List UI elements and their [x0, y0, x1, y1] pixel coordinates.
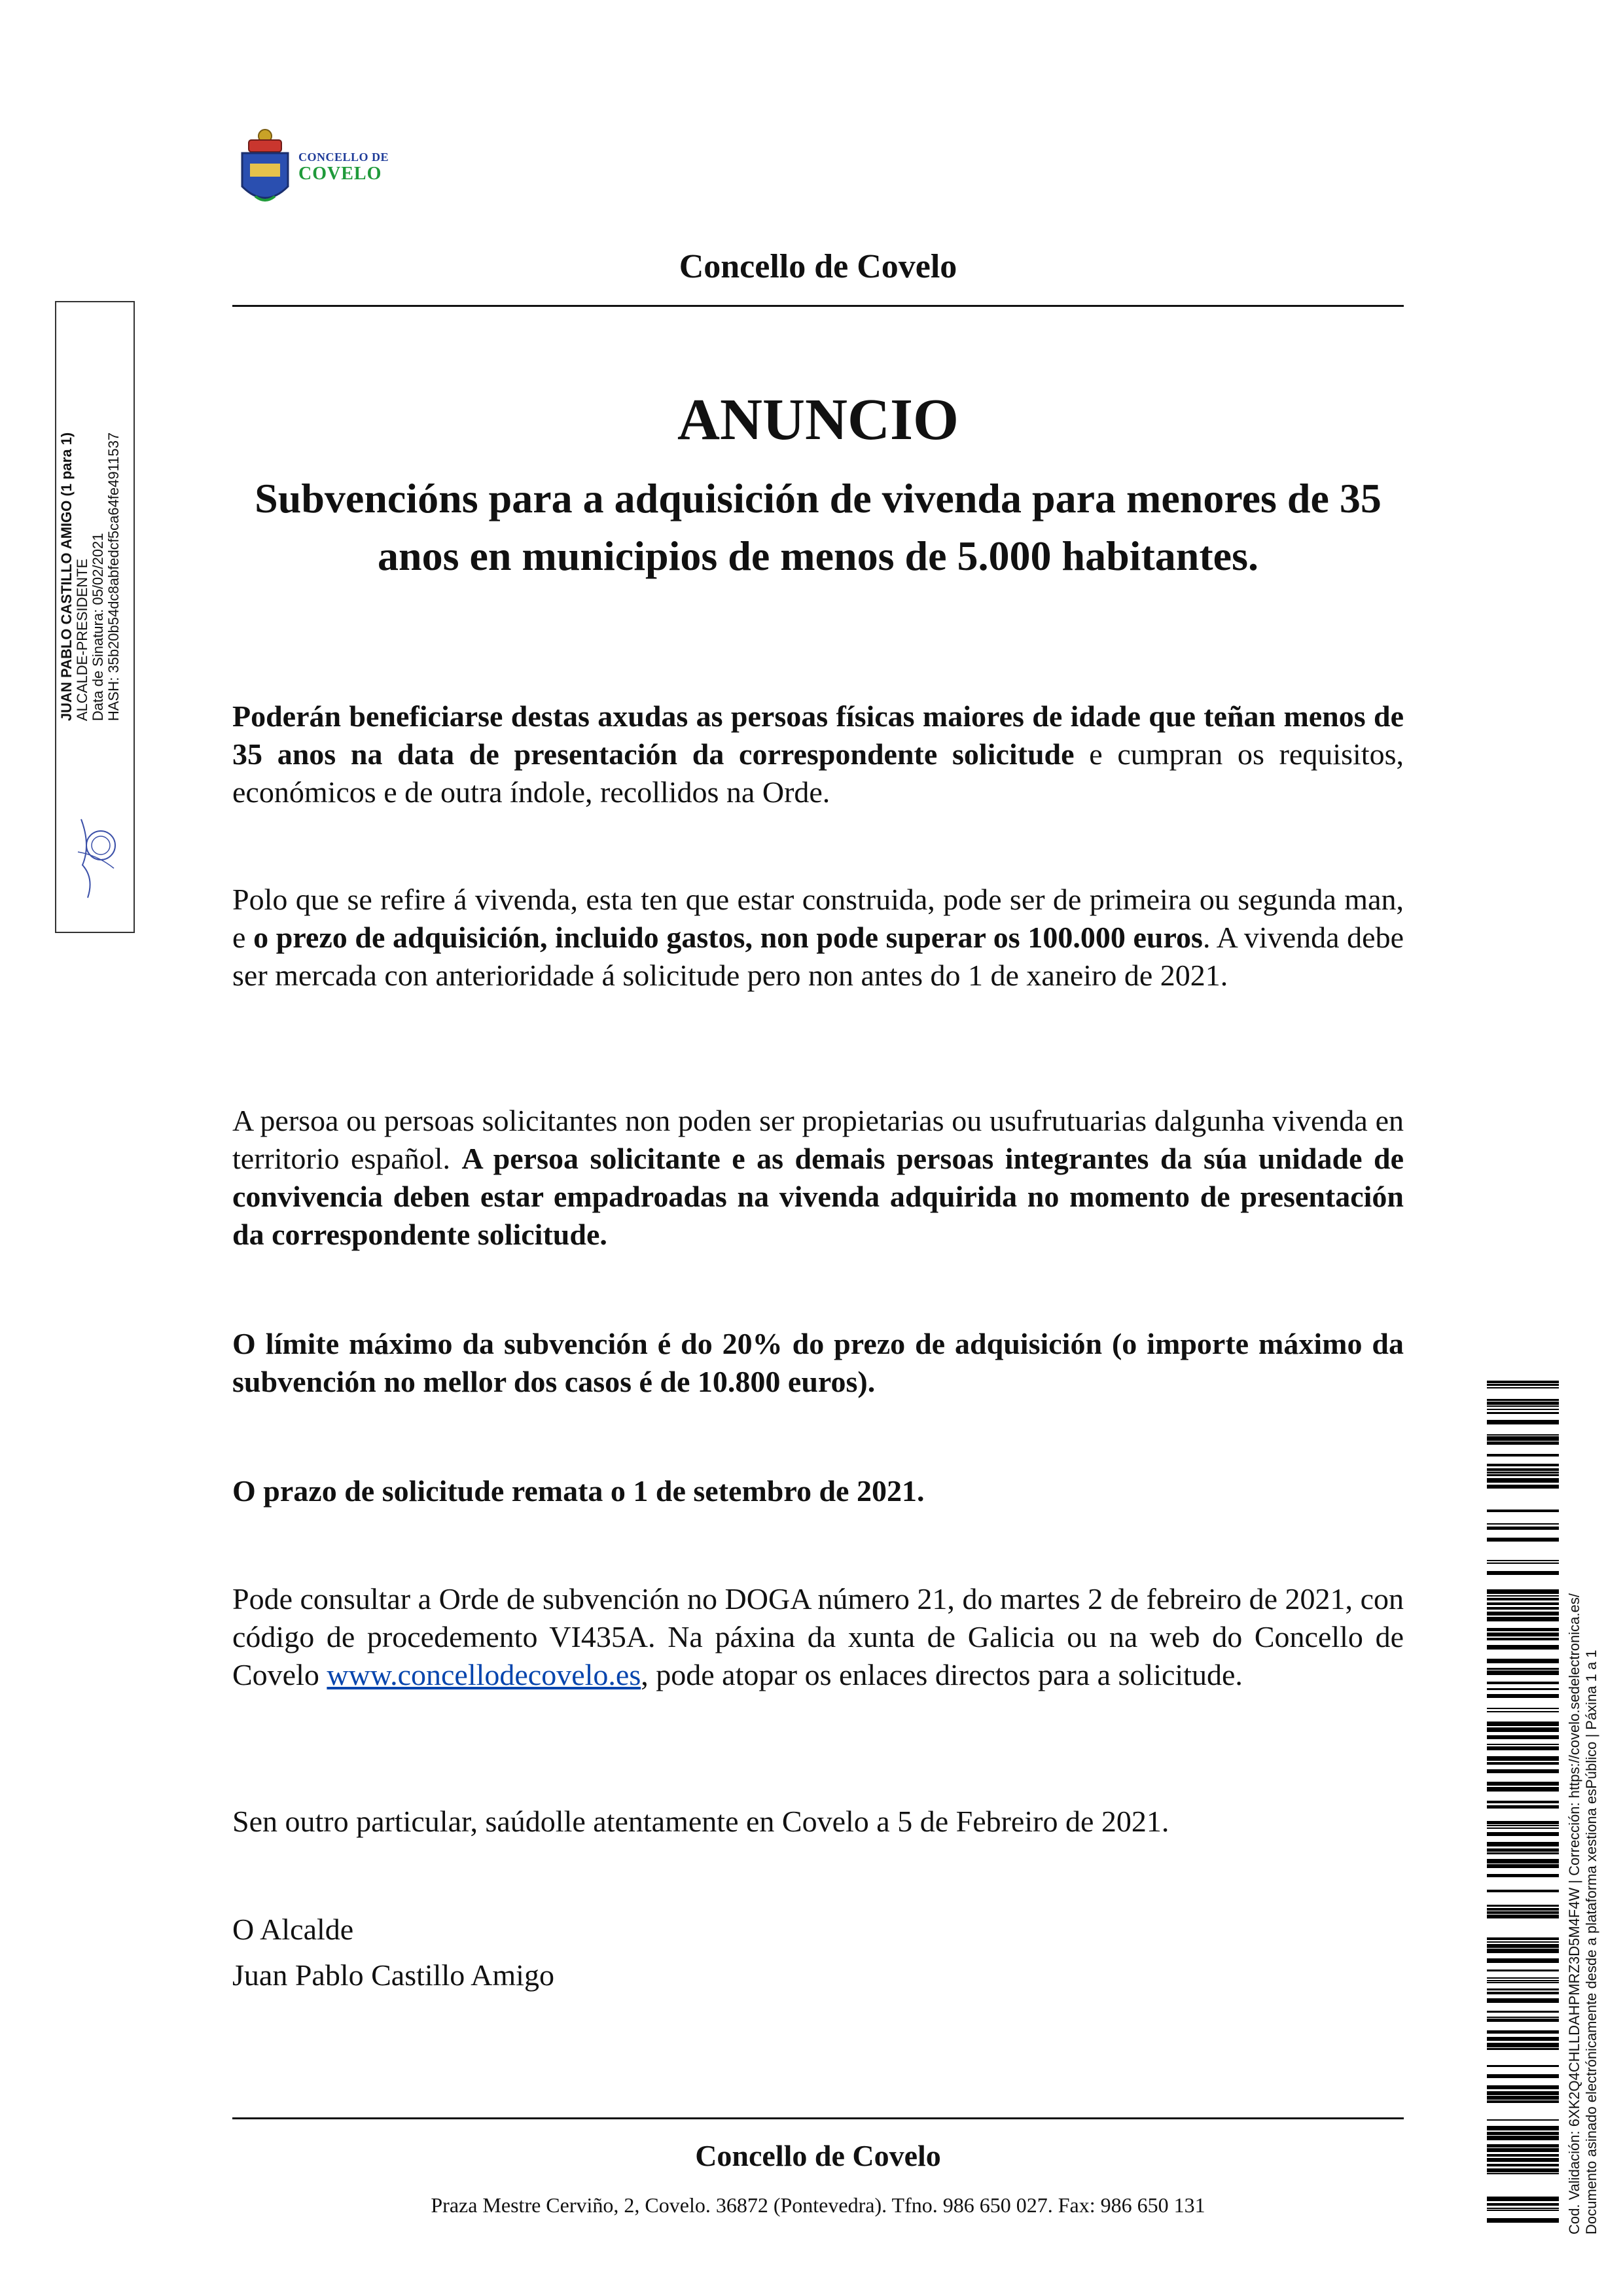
- paragraph-applicants-bold: A persoa solicitante e as demais persoas integrantes da súa unidade de convivencia deben estar empadroadas na vivenda adquirida no momento de presentación da correspondente solicitude.: [232, 1142, 1404, 1251]
- header-divider: [232, 305, 1404, 307]
- validation-platform: Documento asinado electrónicamente desde a plataforma xestiona esPúblico | Páxina 1 a 1: [1583, 1650, 1599, 2234]
- logo-text-top: CONCELLO DE: [298, 150, 389, 164]
- header-title: Concello de Covelo: [679, 248, 957, 285]
- validation-text: [1566, 1384, 1605, 2234]
- paragraph-eligibility-bold: Poderán beneficiarse destas axudas as persoas físicas maiores de idade que teñan menos de 35 anos na data de presentación da correspondente solicitude: [232, 699, 1404, 771]
- website-link[interactable]: www.concellodecovelo.es: [327, 1658, 641, 1691]
- logo: [236, 124, 389, 216]
- paragraph-eligibility-rest: e cumpran os requisitos, económicos e de outra índole, recollidos na Orde.: [232, 737, 1404, 809]
- footer-title: Concello de Covelo: [695, 2139, 941, 2172]
- signature-hash: HASH: 35b20b54dc8abfedcf5ca64fe4911537: [105, 432, 122, 721]
- paragraph-applicants-text: A persoa ou persoas solicitantes non poden ser propietarias ou usufrutuarias dalgunha vivenda en territorio español.: [232, 1104, 1404, 1175]
- paragraph-doga: [232, 1580, 1404, 1694]
- paragraph-housing-text: Polo que se refire á vivenda, esta ten que estar construida, pode ser de primeira ou segunda man, e: [232, 883, 1404, 954]
- signature-stamp-text: [59, 302, 131, 721]
- page-subtitle: Subvencións para a adquisición de vivenda para menores de 35 anos en municipios de menos de 5.000 habitantes.: [255, 475, 1382, 579]
- page-title: ANUNCIO: [677, 387, 959, 452]
- validation-code: Cod. Validación: 6XK2Q4CHLLDAHPMRZ3D5M4F4W | Corrección: https://covelo.sedelectronica.es/: [1566, 1593, 1582, 2234]
- paragraph-housing: [232, 881, 1404, 995]
- paragraph-applicants: [232, 1102, 1404, 1254]
- signer-role: ALCALDE-PRESIDENTE: [74, 558, 90, 721]
- paragraph-deadline-bold: O prazo de solicitude remata o 1 de setembro de 2021.: [232, 1474, 925, 1508]
- signature-name: Juan Pablo Castillo Amigo: [232, 1958, 554, 1992]
- signature-role: O Alcalde: [232, 1913, 354, 1946]
- paragraph-eligibility: [232, 698, 1404, 811]
- paragraph-doga-text: Pode consultar a Orde de subvención no DOGA número 21, do martes 2 de febreiro de 2021, con código de procedemento VI435A. Na páxina da xunta de Galicia ou na web do Concello de Covelo: [232, 1582, 1404, 1691]
- paragraph-housing-rest: . A vivenda debe ser mercada con anterioridade á solicitude pero non antes do 1 de xaneiro de 2021.: [232, 921, 1404, 992]
- paragraph-doga-rest: , pode atopar os enlaces directos para a solicitude.: [641, 1658, 1243, 1691]
- paragraph-housing-bold: o prezo de adquisición, incluido gastos, non pode superar os 100.000 euros: [253, 921, 1203, 954]
- signature-date: Data de Sinatura: 05/02/2021: [90, 533, 106, 721]
- footer-address: Praza Mestre Cerviño, 2, Covelo. 36872 (Pontevedra). Tfno. 986 650 027. Fax: 986 650 131: [431, 2193, 1205, 2217]
- barcode-icon: [1487, 1381, 1559, 2238]
- paragraph-deadline: [232, 1472, 1404, 1510]
- footer-divider: [232, 2117, 1404, 2119]
- seal-signature-icon: [68, 806, 120, 904]
- paragraph-limit: [232, 1325, 1404, 1401]
- logo-text-main: COVELO: [298, 164, 382, 184]
- coat-of-arms-icon: [236, 124, 294, 216]
- paragraph-limit-bold: O límite máximo da subvención é do 20% do prezo de adquisición (o importe máximo da subvención no mellor dos casos é de 10.800 euros).: [232, 1327, 1404, 1398]
- signer-name: JUAN PABLO CASTILLO AMIGO (1 para 1): [58, 432, 75, 721]
- paragraph-closing: Sen outro particular, saúdolle atentamente en Covelo a 5 de Febreiro de 2021.: [232, 1805, 1169, 1838]
- electronic-signature-box: [55, 301, 135, 933]
